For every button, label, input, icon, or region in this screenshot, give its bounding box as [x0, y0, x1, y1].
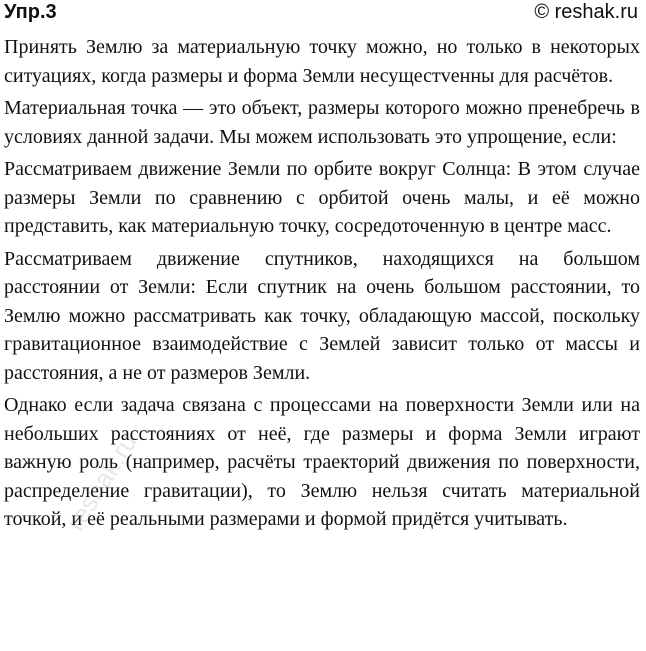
header: [0, 0, 640, 30]
watermark: reshak.ru: [60, 428, 143, 536]
paragraph-definition: Материальная точка — это объект, размеры которого можно пренебречь в условиях данной задачи. Мы можем использовать это упрощение, если:: [4, 97, 640, 148]
paragraph-surface-case: Однако если задача связана с процессами на поверхности Земли или на небольших расстояниях от неё, где размеры и форма Земли играют важную роль (например, расчёты траекторий движения по поверхности, распределение гравитации), то Землю нельзя считать материальной точкой, и её реальными размерами и формой придётся учитывать.: [4, 394, 640, 530]
copyright-notice: © reshak.ru: [534, 1, 638, 23]
paragraph-intro: Принять Землю за материальную точку можно, но только в некоторых ситуациях, когда размеры и форма Земли несущестvенны для расчётов.: [4, 36, 640, 87]
answer-text: [4, 33, 640, 538]
paragraph-satellite-case: Рассматриваем движение спутников, находящихся на большом расстоянии от Земли: Если спутник на очень большом расстоянии, то Землю можно рассматривать как точку, обладающую массой, поскольку гравитационное взаимодействие с Землей зависит только от массы и расстояния, а не от размеров Земли.: [4, 247, 640, 384]
exercise-label: Упр.3: [4, 1, 57, 23]
paragraph-orbit-case: Рассматриваем движение Земли по орбите вокруг Солнца: В этом случае размеры Земли по сравнению с орбитой очень малы, и её можно представить, как материальную точку, сосредоточенную в центре масс.: [4, 158, 640, 237]
